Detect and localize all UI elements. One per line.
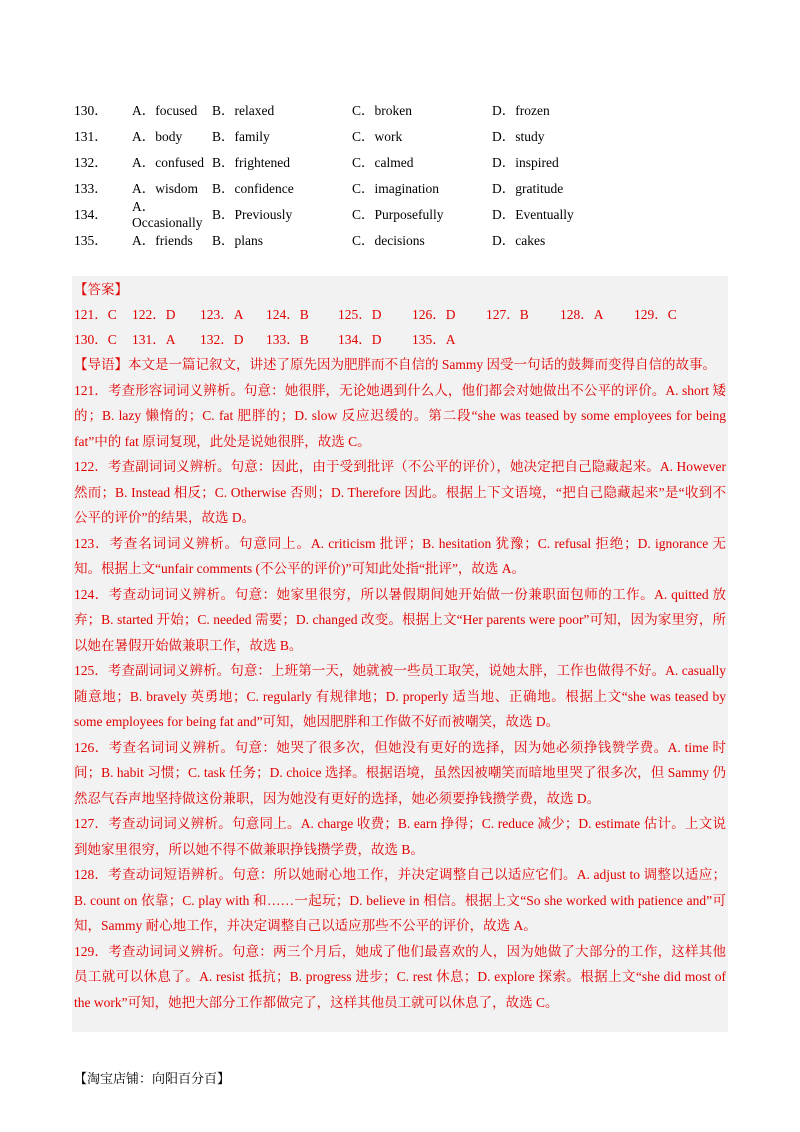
answer-key: 125．D (338, 307, 382, 322)
question-number: 130． (74, 103, 108, 118)
question-number: 135． (74, 233, 108, 248)
explanation-paragraph: 123．考查名词词义辨析。句意同上。A. criticism 批评；B. hesitation 犹豫；C. refusal 拒绝；D. ignorance 无知。根据上文“unfair comments (不公平的评价)”可知此处指“批评”，故选 A。 (74, 535, 726, 576)
option-b: B．relaxed (212, 103, 275, 118)
question-number: 134． (74, 207, 108, 222)
option-a: A．focused (132, 103, 198, 118)
answer-key-row (72, 302, 728, 327)
option-d: D．frozen (492, 103, 550, 118)
option-a: A．Occasionally (132, 199, 203, 230)
question-number: 133． (74, 181, 108, 196)
answer-key: 122．D (132, 307, 176, 322)
answer-key: 130．C (74, 332, 117, 347)
option-b: B．plans (212, 233, 264, 248)
answer-key-row (72, 327, 728, 352)
option-row (74, 199, 734, 230)
option-row (74, 148, 734, 174)
answer-key: 131．A (132, 332, 176, 347)
answer-section (72, 276, 728, 1032)
option-c: C．imagination (352, 181, 439, 196)
answer-key: 121．C (74, 307, 117, 322)
answer-key: 126．D (412, 307, 456, 322)
answer-key: 135．A (412, 332, 456, 347)
option-a: A．confused (132, 155, 204, 170)
option-d: D．inspired (492, 155, 559, 170)
option-d: D．gratitude (492, 181, 564, 196)
option-c: C．work (352, 129, 403, 144)
option-row (74, 226, 734, 252)
option-c: C．calmed (352, 155, 414, 170)
option-row (74, 96, 734, 122)
answer-key: 128．A (560, 307, 604, 322)
answer-key: 129．C (634, 307, 677, 322)
answer-key: 134．D (338, 332, 382, 347)
explanation-paragraph: 127．考查动词词义辨析。句意同上。A. charge 收费；B. earn 挣得；C. reduce 减少；D. estimate 估计。上文说到她家里很穷，所以她不得不做兼职挣钱攒学费，故选 B。 (74, 816, 726, 857)
option-d: D．Eventually (492, 207, 574, 222)
explanation-paragraph: 122．考查副词词义辨析。句意：因此，由于受到批评（不公平的评价），她决定把自己隐藏起来。A. However 然而；B. Instead 相反；C. Otherwise 否则；D. Therefore 因此。根据上下文语境，“把自己隐藏起来”是“收到不公平的评价”的结果，故选 D。 (74, 459, 726, 525)
answer-heading: 【答案】 (74, 282, 128, 297)
option-c: C．decisions (352, 233, 425, 248)
answer-key: 127．B (486, 307, 529, 322)
option-b: B．frightened (212, 155, 290, 170)
question-number: 132． (74, 155, 108, 170)
explanation-paragraph: 124．考查动词词义辨析。句意：她家里很穷，所以暑假期间她开始做一份兼职面包师的工作。A. quitted 放弃；B. started 开始；C. needed 需要；D. changed 改变。根据上文“Her parents were poor”可知，因为家里穷，所以她在暑假开始做兼职工作，故选 B。 (74, 586, 726, 653)
answer-key: 124．B (266, 307, 309, 322)
option-b: B．Previously (212, 207, 293, 222)
option-a: A．wisdom (132, 181, 199, 196)
explanation-paragraph: 129．考查动词词义辨析。句意：两三个月后，她成了他们最喜欢的人，因为她做了大部分的工作，这样其他员工就可以休息了。A. resist 抵抗；B. progress 进步；C. rest 休息；D. explore 探索。根据上文“she did most of the work”可知，她把大部分工作都做完了，这样其他员工就可以休息了，故选 C。 (74, 943, 726, 1010)
explanation-paragraph: 128．考查动词短语辨析。句意：所以她耐心地工作，并决定调整自己以适应它们。A. adjust to 调整以适应；B. count on 依靠；C. play with 和……一起玩；D. believe in 相信。根据上文“So she worked with patience and”可知，Sammy 耐心地工作，并决定调整自己以适应那些不公平的评价，故选 A。 (74, 867, 726, 933)
question-number: 131． (74, 129, 108, 144)
option-d: D．cakes (492, 233, 546, 248)
option-a: A．friends (132, 233, 193, 248)
intro-paragraph: 【导语】本文是一篇记叙文，讲述了原先因为肥胖而不自信的 Sammy 因受一句话的鼓舞而变得自信的故事。 (74, 357, 717, 372)
option-b: B．family (212, 129, 270, 144)
option-d: D．study (492, 129, 545, 144)
explanation-paragraph: 121．考查形容词词义辨析。句意：她很胖，无论她遇到什么人，他们都会对她做出不公平的评价。A. short 矮的；B. lazy 懒惰的；C. fat 肥胖的；D. slow 反应迟缓的。第二段“she was teased by some employees for being fat”中的 fat 原词复现，此处是说她很胖，故选 C。 (74, 382, 726, 449)
options-list (74, 96, 734, 252)
explanation-paragraph: 125．考查副词词义辨析。句意：上班第一天，她就被一些员工取笑，说她太胖，工作也做得不好。A. casually 随意地；B. bravely 英勇地；C. regularly 有规律地；D. properly 适当地、正确地。根据上文“she was teased by some employees for being fat and”可知，她因肥胖和工作做不好而被嘲笑，故选 D。 (74, 663, 726, 729)
option-c: C．Purposefully (352, 207, 444, 222)
answer-key: 123．A (200, 307, 244, 322)
answer-key: 132．D (200, 332, 244, 347)
option-b: B．confidence (212, 181, 294, 196)
option-c: C．broken (352, 103, 412, 118)
answer-key: 133．B (266, 332, 309, 347)
shop-footer: 【淘宝店铺：向阳百分百】 (74, 1072, 231, 1087)
explanation-paragraph: 126．考查名词词义辨析。句意：她哭了很多次，但她没有更好的选择，因为她必须挣钱赞学费。A. time 时间；B. habit 习惯；C. task 任务；D. choice 选择。根据语境，虽然因被嘲笑而暗地里哭了很多次，但 Sammy 仍然忍气吞声地坚持做这份兼职，因为她没有更好的选择，她必须要挣钱攒学费，故选 D。 (74, 739, 726, 806)
option-a: A．body (132, 129, 183, 144)
option-row (74, 122, 734, 148)
